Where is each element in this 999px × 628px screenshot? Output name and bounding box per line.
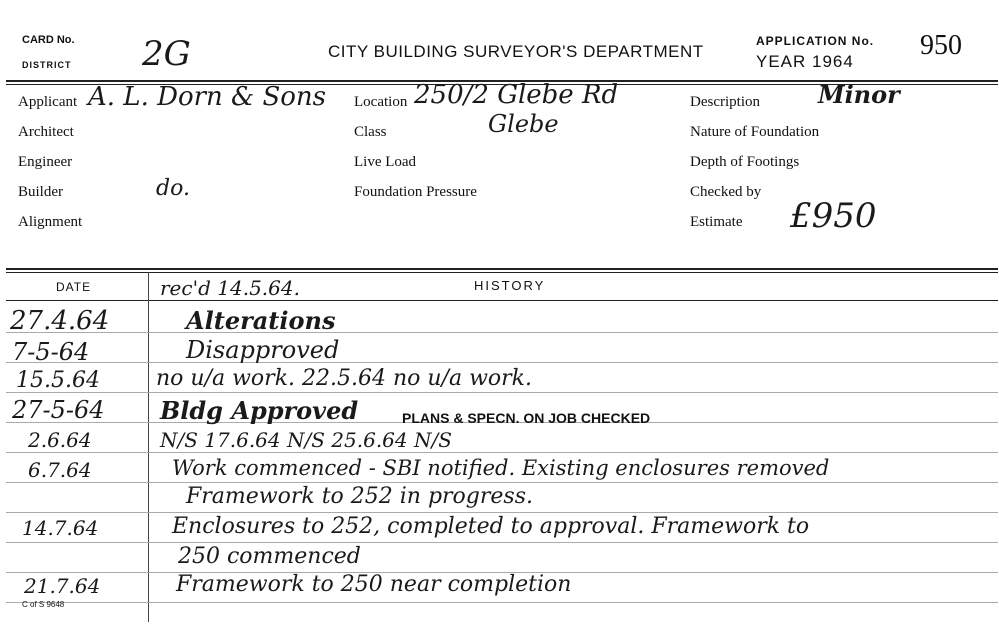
builder-label: Builder <box>18 184 63 200</box>
row-history: no u/a work. 22.5.64 no u/a work. <box>156 366 532 391</box>
row-history: Disapproved <box>186 336 340 364</box>
nature-of-foundation-label: Nature of Foundation <box>690 124 820 140</box>
estimate-value: £950 <box>790 196 877 236</box>
date-header: DATE <box>56 280 92 294</box>
application-label: APPLICATION No. <box>756 34 875 48</box>
row-rule <box>6 542 998 543</box>
description-label: Description <box>690 94 760 110</box>
row-rule <box>6 602 998 603</box>
history-header: HISTORY <box>474 278 546 293</box>
row-date: 15.5.64 <box>16 368 100 393</box>
row-history: Bldg Approved <box>160 396 359 425</box>
location-label: Location <box>354 94 408 110</box>
job-checked-stamp: PLANS & SPECN. ON JOB CHECKED <box>402 410 651 426</box>
row-rule <box>6 392 998 393</box>
year-label: YEAR 1964 <box>756 52 854 71</box>
row-rule <box>6 362 998 363</box>
row-history: Framework to 252 in progress. <box>186 484 533 509</box>
row-history: 250 commenced <box>178 544 361 569</box>
application-number: 950 <box>920 30 962 61</box>
row-date: 27-5-64 <box>12 396 105 424</box>
row-date: 27.4.64 <box>10 306 110 336</box>
row-date: 14.7.64 <box>22 516 99 540</box>
checked-by-label: Checked by <box>690 184 762 200</box>
table-header-rule <box>6 300 998 301</box>
engineer-label: Engineer <box>18 154 73 170</box>
table-rule-inner <box>6 272 998 273</box>
architect-label: Architect <box>18 124 74 140</box>
row-date: 2.6.64 <box>28 428 92 452</box>
form-code: C of S 9648 <box>22 600 65 609</box>
estimate-label: Estimate <box>690 214 743 230</box>
row-rule <box>6 452 998 453</box>
row-history: Enclosures to 252, completed to approval. Framework to <box>172 514 810 539</box>
location-value: 250/2 Glebe Rd <box>414 80 619 110</box>
foundation-pressure-label: Foundation Pressure <box>354 184 477 200</box>
department-title: CITY BUILDING SURVEYOR'S DEPARTMENT <box>328 42 704 61</box>
depth-of-footings-label: Depth of Footings <box>690 154 800 170</box>
builder-value: do. <box>156 176 190 201</box>
alignment-label: Alignment <box>18 214 83 230</box>
row-history: Alterations <box>186 306 336 335</box>
received-note: rec'd 14.5.64. <box>160 276 300 300</box>
row-rule <box>6 512 998 513</box>
row-history: Framework to 250 near completion <box>176 572 572 597</box>
live-load-label: Live Load <box>354 154 417 170</box>
row-history: Work commenced - SBI notified. Existing enclosures removed <box>172 456 830 480</box>
description-value: Minor <box>818 80 900 109</box>
row-date: 7-5-64 <box>12 338 90 366</box>
row-date: 6.7.64 <box>28 458 92 482</box>
class-label: Class <box>354 124 387 140</box>
table-rule-top <box>6 268 998 270</box>
row-rule <box>6 332 998 333</box>
row-date: 21.7.64 <box>24 574 101 598</box>
row-history: N/S 17.6.64 N/S 25.6.64 N/S <box>160 428 452 452</box>
row-rule <box>6 482 998 483</box>
district-label: DISTRICT <box>22 60 72 70</box>
district-value: 2G <box>142 34 191 74</box>
date-column-divider <box>148 272 149 622</box>
location-suburb: Glebe <box>488 110 559 138</box>
applicant-value: A. L. Dorn & Sons <box>88 82 326 112</box>
applicant-label: Applicant <box>18 94 78 110</box>
card-no-label: CARD No. <box>22 34 75 46</box>
